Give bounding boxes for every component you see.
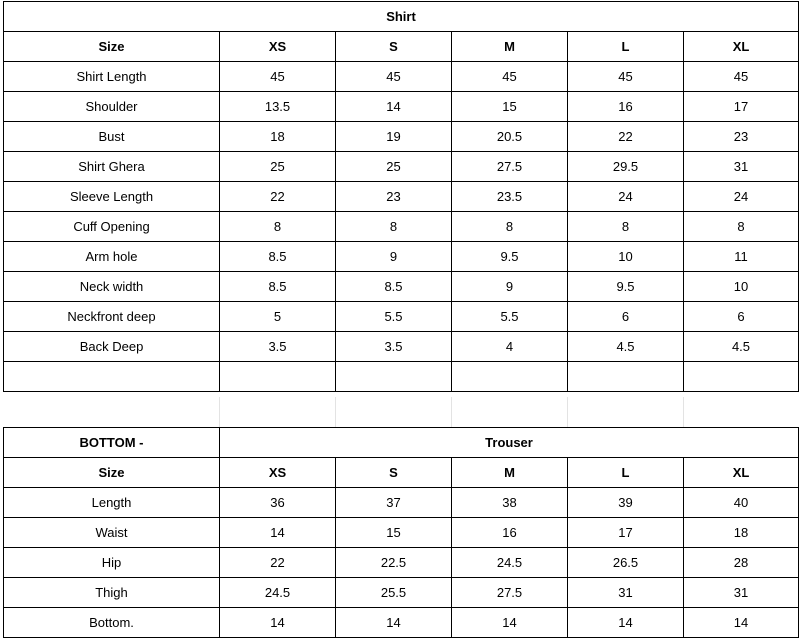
shirt-header-cell: XL <box>684 32 799 62</box>
shirt-value-cell: 20.5 <box>452 122 568 152</box>
shirt-value-cell <box>684 362 799 392</box>
shirt-header-cell: Size <box>4 32 220 62</box>
trouser-value-cell: 31 <box>684 578 799 608</box>
shirt-header-row <box>4 32 799 62</box>
trouser-value-cell: 40 <box>684 488 799 518</box>
shirt-measurement-label: Sleeve Length <box>4 182 220 212</box>
trouser-measurement-label: Waist <box>4 518 220 548</box>
shirt-value-cell: 8.5 <box>220 272 336 302</box>
shirt-value-cell: 8 <box>452 212 568 242</box>
shirt-table-row <box>4 272 799 302</box>
shirt-value-cell: 8 <box>336 212 452 242</box>
shirt-header-cell: M <box>452 32 568 62</box>
trouser-size-table <box>3 427 799 638</box>
trouser-value-cell: 27.5 <box>452 578 568 608</box>
bottom-section-label: BOTTOM - <box>4 428 220 458</box>
shirt-value-cell: 45 <box>336 62 452 92</box>
trouser-value-cell: 14 <box>220 518 336 548</box>
shirt-value-cell: 8.5 <box>220 242 336 272</box>
shirt-table-row <box>4 62 799 92</box>
shirt-header-cell: S <box>336 32 452 62</box>
trouser-table-row <box>4 518 799 548</box>
shirt-title-row <box>4 2 799 32</box>
shirt-value-cell: 9 <box>336 242 452 272</box>
shirt-header-cell: XS <box>220 32 336 62</box>
shirt-table-row <box>4 302 799 332</box>
trouser-table-row <box>4 488 799 518</box>
trouser-value-cell: 26.5 <box>568 548 684 578</box>
trouser-value-cell: 24.5 <box>220 578 336 608</box>
shirt-value-cell: 27.5 <box>452 152 568 182</box>
trouser-header-row <box>4 458 799 488</box>
shirt-value-cell: 45 <box>220 62 336 92</box>
trouser-table-row <box>4 548 799 578</box>
shirt-value-cell: 19 <box>336 122 452 152</box>
shirt-value-cell: 8 <box>568 212 684 242</box>
trouser-value-cell: 14 <box>336 608 452 638</box>
shirt-value-cell: 45 <box>684 62 799 92</box>
shirt-value-cell: 4 <box>452 332 568 362</box>
shirt-measurement-label <box>4 362 220 392</box>
shirt-table-row <box>4 332 799 362</box>
trouser-value-cell: 38 <box>452 488 568 518</box>
shirt-table-row <box>4 362 799 392</box>
shirt-value-cell: 6 <box>684 302 799 332</box>
shirt-value-cell: 13.5 <box>220 92 336 122</box>
shirt-measurement-label: Shoulder <box>4 92 220 122</box>
shirt-value-cell: 29.5 <box>568 152 684 182</box>
shirt-value-cell <box>568 362 684 392</box>
trouser-header-cell: S <box>336 458 452 488</box>
trouser-header-cell: XS <box>220 458 336 488</box>
shirt-value-cell: 22 <box>568 122 684 152</box>
shirt-table-title: Shirt <box>4 2 799 32</box>
shirt-value-cell: 5.5 <box>452 302 568 332</box>
trouser-value-cell: 14 <box>452 608 568 638</box>
shirt-value-cell: 5.5 <box>336 302 452 332</box>
shirt-value-cell: 17 <box>684 92 799 122</box>
shirt-value-cell: 9.5 <box>568 272 684 302</box>
shirt-value-cell: 8 <box>684 212 799 242</box>
shirt-value-cell: 8.5 <box>336 272 452 302</box>
shirt-value-cell: 14 <box>336 92 452 122</box>
trouser-value-cell: 22 <box>220 548 336 578</box>
trouser-value-cell: 14 <box>568 608 684 638</box>
shirt-table-row <box>4 182 799 212</box>
shirt-table-row <box>4 92 799 122</box>
trouser-title-row <box>4 428 799 458</box>
trouser-value-cell: 22.5 <box>336 548 452 578</box>
trouser-measurement-label: Hip <box>4 548 220 578</box>
shirt-measurement-label: Neck width <box>4 272 220 302</box>
trouser-value-cell: 24.5 <box>452 548 568 578</box>
trouser-measurement-label: Thigh <box>4 578 220 608</box>
shirt-value-cell: 45 <box>568 62 684 92</box>
trouser-value-cell: 14 <box>684 608 799 638</box>
shirt-value-cell: 18 <box>220 122 336 152</box>
shirt-measurement-label: Shirt Ghera <box>4 152 220 182</box>
trouser-value-cell: 31 <box>568 578 684 608</box>
trouser-value-cell: 39 <box>568 488 684 518</box>
trouser-table-row <box>4 578 799 608</box>
shirt-value-cell: 10 <box>684 272 799 302</box>
shirt-size-table <box>3 1 799 392</box>
shirt-value-cell <box>220 362 336 392</box>
shirt-value-cell: 23 <box>684 122 799 152</box>
shirt-value-cell: 3.5 <box>220 332 336 362</box>
shirt-value-cell <box>452 362 568 392</box>
shirt-measurement-label: Cuff Opening <box>4 212 220 242</box>
shirt-table-row <box>4 152 799 182</box>
shirt-value-cell: 15 <box>452 92 568 122</box>
shirt-value-cell: 24 <box>684 182 799 212</box>
trouser-header-cell: L <box>568 458 684 488</box>
shirt-measurement-label: Arm hole <box>4 242 220 272</box>
shirt-value-cell: 16 <box>568 92 684 122</box>
shirt-value-cell: 23 <box>336 182 452 212</box>
shirt-value-cell: 6 <box>568 302 684 332</box>
trouser-value-cell: 14 <box>220 608 336 638</box>
trouser-measurement-label: Bottom. <box>4 608 220 638</box>
shirt-table-row <box>4 242 799 272</box>
trouser-header-cell: Size <box>4 458 220 488</box>
shirt-value-cell: 31 <box>684 152 799 182</box>
shirt-value-cell: 45 <box>452 62 568 92</box>
shirt-value-cell: 3.5 <box>336 332 452 362</box>
trouser-header-cell: XL <box>684 458 799 488</box>
trouser-value-cell: 18 <box>684 518 799 548</box>
trouser-measurement-label: Length <box>4 488 220 518</box>
trouser-value-cell: 37 <box>336 488 452 518</box>
shirt-measurement-label: Shirt Length <box>4 62 220 92</box>
shirt-value-cell: 11 <box>684 242 799 272</box>
shirt-measurement-label: Neckfront deep <box>4 302 220 332</box>
shirt-value-cell: 24 <box>568 182 684 212</box>
trouser-value-cell: 36 <box>220 488 336 518</box>
shirt-value-cell: 8 <box>220 212 336 242</box>
shirt-header-cell: L <box>568 32 684 62</box>
shirt-value-cell: 10 <box>568 242 684 272</box>
shirt-value-cell: 4.5 <box>684 332 799 362</box>
shirt-value-cell: 22 <box>220 182 336 212</box>
shirt-table-row <box>4 122 799 152</box>
trouser-value-cell: 25.5 <box>336 578 452 608</box>
trouser-table-title: Trouser <box>220 428 799 458</box>
shirt-value-cell: 25 <box>220 152 336 182</box>
trouser-value-cell: 28 <box>684 548 799 578</box>
trouser-value-cell: 15 <box>336 518 452 548</box>
shirt-value-cell: 4.5 <box>568 332 684 362</box>
shirt-value-cell <box>336 362 452 392</box>
shirt-value-cell: 25 <box>336 152 452 182</box>
shirt-value-cell: 9 <box>452 272 568 302</box>
shirt-table-row <box>4 212 799 242</box>
shirt-value-cell: 9.5 <box>452 242 568 272</box>
shirt-value-cell: 5 <box>220 302 336 332</box>
trouser-value-cell: 17 <box>568 518 684 548</box>
shirt-measurement-label: Bust <box>4 122 220 152</box>
shirt-value-cell: 23.5 <box>452 182 568 212</box>
trouser-value-cell: 16 <box>452 518 568 548</box>
trouser-header-cell: M <box>452 458 568 488</box>
trouser-table-row <box>4 608 799 638</box>
spacer-gap <box>3 397 799 427</box>
shirt-measurement-label: Back Deep <box>4 332 220 362</box>
